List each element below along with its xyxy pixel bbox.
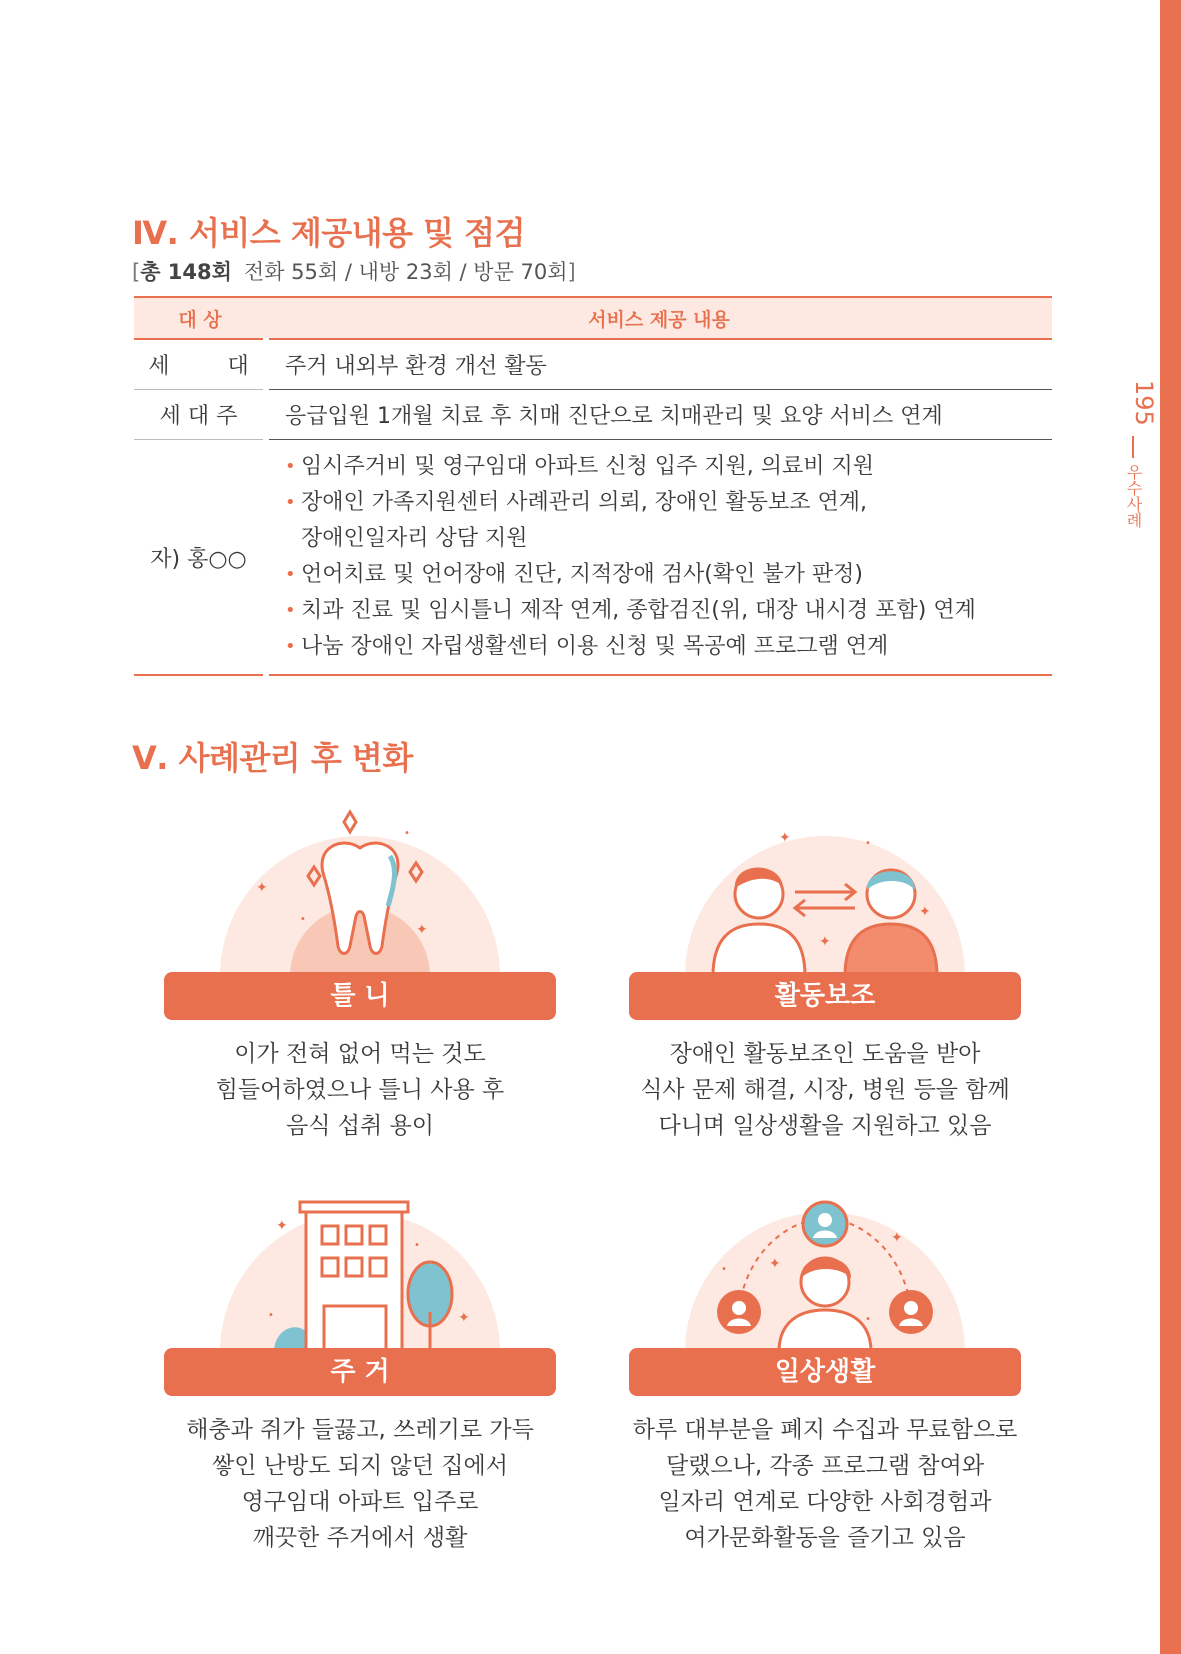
svg-text:✦: ✦	[416, 922, 428, 938]
tooth-icon	[164, 806, 556, 976]
svg-text:✦: ✦	[891, 1230, 903, 1246]
svg-text:✦: ✦	[256, 880, 268, 896]
table-header-row	[134, 297, 1052, 339]
row-target: 세 대	[134, 339, 266, 390]
list-item: • 임시주거비 및 영구임대 아파트 신청 입주 지원, 의료비 지원	[285, 449, 1052, 485]
card-label: 주 거	[164, 1348, 556, 1396]
service-table	[134, 296, 1052, 676]
table-row	[134, 440, 1052, 676]
svg-text:•: •	[721, 1264, 727, 1275]
svg-text:✦: ✦	[458, 1310, 470, 1326]
table-row	[134, 390, 1052, 440]
card-label: 일상생활	[629, 1348, 1021, 1396]
row-content: 응급입원 1개월 치료 후 치매 진단으로 치매관리 및 요양 서비스 연계	[266, 390, 1052, 440]
svg-text:•: •	[865, 1314, 871, 1325]
card-label: 틀 니	[164, 972, 556, 1020]
svg-text:•: •	[865, 838, 871, 849]
row-content: 주거 내외부 환경 개선 활동	[266, 339, 1052, 390]
svg-text:•: •	[300, 914, 306, 925]
list-item: 장애인일자리 상담 지원	[301, 526, 528, 551]
svg-text:✦: ✦	[276, 1218, 288, 1234]
svg-text:✦: ✦	[819, 934, 831, 950]
svg-text:•: •	[404, 828, 410, 839]
service-summary: [총 148회 전화 55회 / 내방 23회 / 방문 70회]	[132, 260, 576, 284]
summary-total: 총 148회	[140, 260, 232, 284]
summary-detail: 전화 55회 / 내방 23회 / 방문 70회	[243, 260, 568, 284]
section4-title: Ⅳ. 서비스 제공내용 및 점검	[132, 214, 525, 252]
side-tab	[1118, 378, 1158, 538]
apartment-building-icon	[164, 1182, 556, 1352]
helper-people-icon	[629, 806, 1021, 976]
list-item: • 장애인 가족지원센터 사례관리 의뢰, 장애인 활동보조 연계,	[285, 485, 1052, 521]
list-item: • 나눔 장애인 자립생활센터 이용 신청 및 목공예 프로그램 연계	[285, 629, 1052, 665]
svg-text:•: •	[414, 1240, 420, 1251]
row-content	[266, 440, 1052, 676]
section-category: 우수사례	[1124, 464, 1143, 528]
svg-text:✦: ✦	[919, 904, 931, 920]
section5-title: Ⅴ. 사례관리 후 변화	[132, 739, 413, 777]
card-description: 하루 대부분을 폐지 수집과 무료함으로 달랬으나, 각종 프로그램 참여와 일자리 연계로 다양한 사회경험과 여가문화활동을 즐기고 있음	[632, 1417, 1018, 1551]
list-item: • 언어치료 및 언어장애 진단, 지적장애 검사(확인 불가 판정)	[285, 557, 1052, 593]
card-label: 활동보조	[629, 972, 1021, 1020]
side-color-bar	[1160, 0, 1181, 1654]
card-description: 해충과 쥐가 들끓고, 쓰레기로 가득 쌓인 난방도 되지 않던 집에서 영구임대 아파트 입주로 깨끗한 주거에서 생활	[186, 1417, 534, 1551]
side-divider	[1132, 436, 1134, 458]
row-target: 자) 홍○○	[134, 440, 266, 676]
page-number: 195	[1130, 380, 1158, 426]
header-content: 서비스 제공 내용	[266, 297, 1052, 339]
list-item: • 치과 진료 및 임시틀니 제작 연계, 종합검진(위, 대장 내시경 포함) 연계	[285, 593, 1052, 629]
svg-text:✦: ✦	[769, 1256, 781, 1272]
row-target: 세 대 주	[134, 390, 266, 440]
table-row	[134, 339, 1052, 390]
card-description: 이가 전혀 없어 먹는 것도 힘들어하였으나 틀니 사용 후 음식 섭취 용이	[215, 1041, 505, 1139]
svg-text:•: •	[268, 1310, 274, 1321]
card-description: 장애인 활동보조인 도움을 받아 식사 문제 해결, 시장, 병원 등을 함께 다니며 일상생활을 지원하고 있음	[640, 1041, 1010, 1139]
svg-text:✦: ✦	[779, 830, 791, 846]
header-target: 대 상	[134, 297, 266, 339]
social-network-icon	[629, 1182, 1021, 1352]
